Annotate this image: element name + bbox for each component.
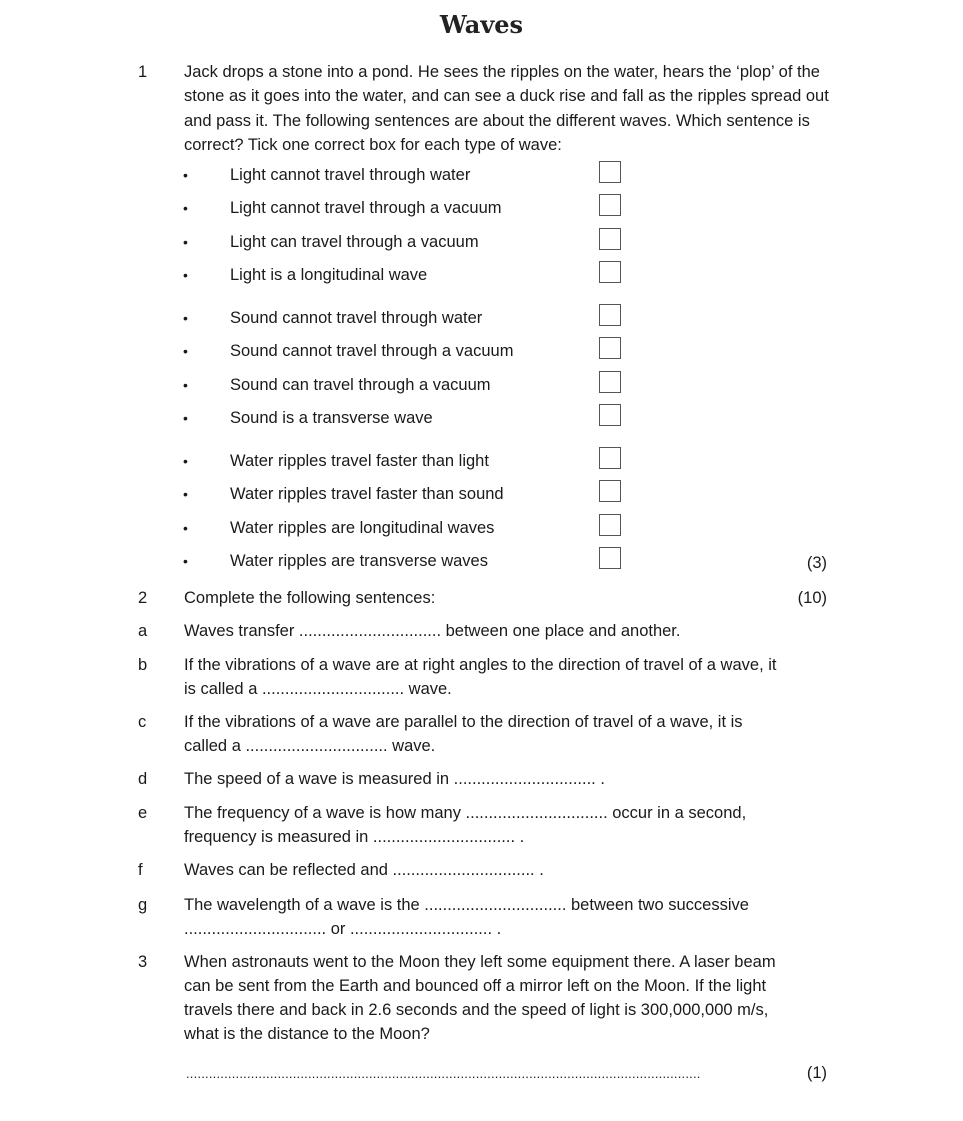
option-label: Light is a longitudinal wave (230, 266, 428, 284)
option-bullet: • (183, 343, 188, 359)
question-2e-line-1[interactable]: The frequency of a wave is how many ............................... occur in a second, (184, 804, 747, 822)
question-2c-line-1: If the vibrations of a wave are parallel to the direction of travel of a wave, it is (184, 713, 743, 731)
option-label: Light cannot travel through water (230, 166, 471, 184)
tick-box[interactable] (599, 194, 621, 216)
tick-box[interactable] (599, 447, 621, 469)
tick-box[interactable] (599, 337, 621, 359)
tick-box[interactable] (599, 480, 621, 502)
option-bullet: • (183, 377, 188, 393)
option-label: Water ripples are transverse waves (230, 552, 488, 570)
option-label: Sound cannot travel through a vacuum (230, 342, 514, 360)
question-2a-text[interactable]: Waves transfer ............................... between one place and another. (184, 622, 681, 640)
question-3-line-1: When astronauts went to the Moon they left some equipment there. A laser beam (184, 953, 776, 971)
option-bullet: • (183, 520, 188, 536)
question-2b-line-2[interactable]: is called a ............................... wave. (184, 680, 452, 698)
option-bullet: • (183, 310, 188, 326)
option-label: Sound can travel through a vacuum (230, 376, 491, 394)
question-2e-line-2[interactable]: frequency is measured in ............................... . (184, 828, 525, 846)
tick-box[interactable] (599, 514, 621, 536)
question-2-marks: (10) (797, 589, 827, 607)
question-2a-label: a (138, 622, 148, 640)
option-bullet: • (183, 234, 188, 250)
option-bullet: • (183, 267, 188, 283)
question-3-answer-line[interactable]: ....................................................................................................................................... (186, 1066, 701, 1081)
option-label: Sound cannot travel through water (230, 309, 483, 327)
tick-box[interactable] (599, 304, 621, 326)
option-bullet: • (183, 200, 188, 216)
question-2d-label: d (138, 770, 148, 788)
question-2-text: Complete the following sentences: (184, 589, 436, 607)
option-bullet: • (183, 167, 188, 183)
question-3-line-3: travels there and back in 2.6 seconds and the speed of light is 300,000,000 m/s, (184, 1001, 769, 1019)
tick-box[interactable] (599, 547, 621, 569)
question-3-marks: (1) (806, 1064, 827, 1082)
question-2g-label: g (138, 896, 148, 914)
question-2g-line-1[interactable]: The wavelength of a wave is the ............................... between two successive (184, 896, 749, 914)
tick-box[interactable] (599, 228, 621, 250)
question-2b-line-1: If the vibrations of a wave are at right angles to the direction of travel of a wave, it (184, 656, 777, 674)
question-1-number: 1 (138, 63, 148, 81)
question-2g-line-2[interactable]: ............................... or ............................... . (184, 920, 502, 938)
question-2d-text[interactable]: The speed of a wave is measured in ............................... . (184, 770, 605, 788)
question-1-marks: (3) (806, 554, 827, 572)
option-label: Light cannot travel through a vacuum (230, 199, 502, 217)
tick-box[interactable] (599, 261, 621, 283)
option-label: Light can travel through a vacuum (230, 233, 479, 251)
tick-box[interactable] (599, 371, 621, 393)
question-2b-label: b (138, 656, 148, 674)
question-2f-label: f (138, 861, 143, 879)
question-3-line-2: can be sent from the Earth and bounced off a mirror left on the Moon. If the light (184, 977, 767, 995)
option-bullet: • (183, 553, 188, 569)
page-title: Waves (439, 10, 524, 39)
option-label: Water ripples are longitudinal waves (230, 519, 495, 537)
option-bullet: • (183, 410, 188, 426)
option-label: Water ripples travel faster than light (230, 452, 489, 470)
question-1-text: Jack drops a stone into a pond. He sees the ripples on the water, hears the ‘plop’ of the stone as it goes into the water, and can see a duck rise and fall as the ripples spread out and pass it. The following sentences are about the different waves. Which sentence is correct? Tick one correct box for each type of wave: (184, 63, 829, 154)
question-2c-line-2[interactable]: called a ............................... wave. (184, 737, 436, 755)
option-bullet: • (183, 453, 188, 469)
option-label: Sound is a transverse wave (230, 409, 433, 427)
tick-box[interactable] (599, 161, 621, 183)
question-2f-text[interactable]: Waves can be reflected and ............................... . (184, 861, 544, 879)
question-3-line-4: what is the distance to the Moon? (184, 1025, 430, 1043)
question-2e-label: e (138, 804, 148, 822)
tick-box[interactable] (599, 404, 621, 426)
question-2-number: 2 (138, 589, 148, 607)
option-bullet: • (183, 486, 188, 502)
option-label: Water ripples travel faster than sound (230, 485, 504, 503)
question-2c-label: c (138, 713, 147, 731)
question-3-number: 3 (138, 953, 148, 971)
